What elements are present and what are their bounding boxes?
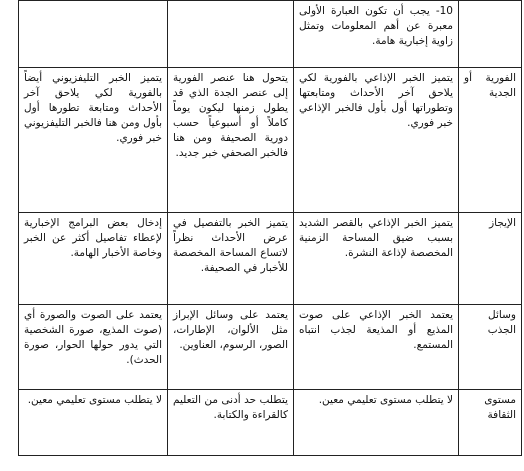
- row-label: الفورية أو الجدية: [459, 68, 522, 213]
- tv-cell: لا يتطلب مستوى تعليمي معين.: [19, 390, 168, 456]
- table-row: [19, 390, 522, 456]
- table-row: [19, 213, 522, 305]
- radio-cell: يتميز الخبر الإذاعي بالفورية لكي يلاحق آخر الأحداث ومتابعتها وتطوراتها أول بأول فالخبر الإذاعي خبر فوري.: [294, 68, 459, 213]
- press-cell: يتحول هنا عنصر الفورية إلى عنصر الجدة الذي قد يطول زمنها ليكون يوماً كاملاً أو أسبوعياً حسب دورية الصحيفة ومن هنا فالخبر الصحفي خبر جديد.: [168, 68, 294, 213]
- radio-cell: يعتمد الخبر الإذاعي على صوت المذيع أو المذيعة لجذب انتباه المستمع.: [294, 305, 459, 390]
- radio-cell: 10- يجب أن تكون العبارة الأولى معبرة عن أهم المعلومات وتمثل زاوية إخبارية هامة.: [294, 1, 459, 68]
- table-row: [19, 305, 522, 390]
- press-cell: يعتمد على وسائل الإبراز مثل الألوان، الإطارات، الصور، الرسوم، العناوين.: [168, 305, 294, 390]
- comparison-table: [18, 0, 522, 456]
- row-label: الإيجاز: [459, 213, 522, 305]
- table-row: [19, 1, 522, 68]
- radio-cell: لا يتطلب مستوى تعليمي معين.: [294, 390, 459, 456]
- row-label: [459, 1, 522, 68]
- tv-cell: يعتمد على الصوت والصورة أي (صوت المذيع، صورة الشخصية التي يدور حولها الحوار، صورة الحدث).: [19, 305, 168, 390]
- tv-cell: إدخال بعض البرامج الإخبارية لإعطاء تفاصيل أكثر عن الخبر وخاصة الأخبار الهامة.: [19, 213, 168, 305]
- row-label: وسائل الجذب: [459, 305, 522, 390]
- press-cell: يتطلب حد أدنى من التعليم كالقراءة والكتابة.: [168, 390, 294, 456]
- tv-cell: [19, 1, 168, 68]
- row-label: مستوى الثقافة: [459, 390, 522, 456]
- press-cell: يتميز الخبر بالتفصيل في عرض الأحداث نظراً لاتساع المساحة المخصصة للأخبار في الصحيفة.: [168, 213, 294, 305]
- table-row: [19, 68, 522, 213]
- tv-cell: يتميز الخبر التليفزيوني أيضاً بالفورية لكي يلاحق آخر الأحداث ومتابعة تطورها أول بأول ومن هنا فالخبر التليفزيوني خبر فوري.: [19, 68, 168, 213]
- radio-cell: يتميز الخبر الإذاعي بالقصر الشديد بسبب ضيق المساحة الزمنية المخصصة لإذاعة النشرة.: [294, 213, 459, 305]
- press-cell: [168, 1, 294, 68]
